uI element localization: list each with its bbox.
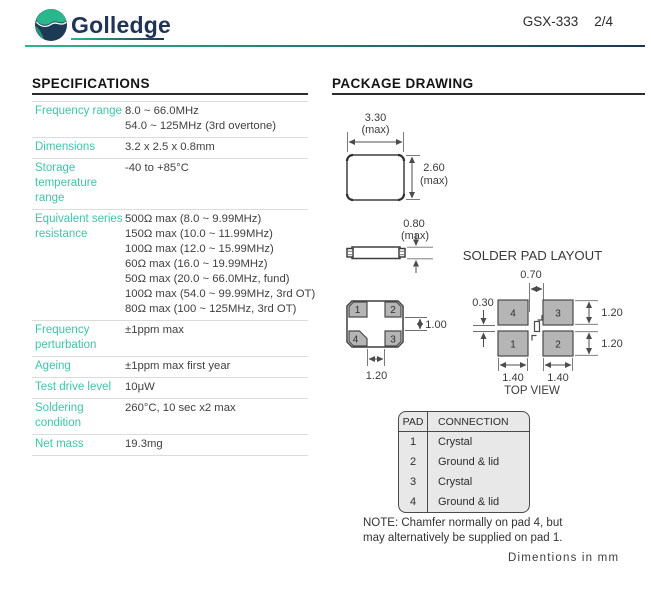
spec-row-frequency-range: Frequency range 8.0 ~ 66.0MHz 54.0 ~ 125MHz (3rd overtone) (32, 102, 308, 138)
solder-pad-layout (463, 248, 623, 397)
spec-row-ageing: Ageing ±1ppm max first year (32, 357, 308, 378)
document-reference (523, 14, 613, 29)
chamfer-note-line1: NOTE: Chamfer normally on pad 4, but (363, 517, 563, 529)
pad-table-col-pad: PAD (399, 412, 428, 431)
brand-name: Golledge (71, 12, 172, 38)
specifications-rule (32, 93, 308, 95)
units-note: Dimentions in mm (508, 552, 620, 564)
bottom-pad-2-label: 2 (390, 305, 396, 316)
pad-table-col-connection: CONNECTION (438, 415, 509, 428)
dim-thickness-value: 0.80 (403, 218, 425, 230)
product-code: GSX-333 (522, 14, 579, 29)
package-bottom-view (347, 301, 447, 382)
dim-pad-width-right: 1.40 (547, 372, 569, 384)
layout-pad-2-label: 2 (555, 339, 561, 351)
spec-row-dimensions: Dimensions 3.2 x 2.5 x 0.8mm (32, 138, 308, 159)
spec-row-net-mass: Net mass 19.3mg (32, 435, 308, 456)
dim-height-unit: (max) (419, 175, 449, 187)
header-rule (25, 45, 645, 47)
brand-underline (71, 38, 164, 40)
package-side-view (347, 218, 433, 273)
package-drawing-title: PACKAGE DRAWING (332, 76, 474, 91)
dim-pad-gap-v-value: 1.00 (425, 319, 447, 331)
dim-width-unit: (max) (361, 124, 390, 136)
dim-pad-height-bottom: 1.20 (601, 338, 623, 350)
bottom-pad-4-label: 4 (352, 334, 359, 346)
layout-pad-3-label: 3 (555, 308, 561, 320)
dim-pad-width-left: 1.40 (502, 372, 524, 384)
layout-pad-4-label: 4 (510, 308, 516, 320)
page-number: 2/4 (594, 14, 613, 29)
dim-width-value: 3.30 (364, 112, 387, 124)
chamfer-note (363, 516, 562, 545)
bottom-pad-1-label: 1 (354, 305, 361, 316)
pad-table-header (399, 412, 529, 432)
dim-pad-gap-h-value: 1.20 (365, 370, 388, 382)
pad-connection-table (398, 411, 530, 513)
chamfer-note-line2: may alternatively be supplied on pad 1. (363, 531, 563, 544)
specifications-table (32, 101, 316, 456)
layout-pad-1-label: 1 (510, 339, 516, 351)
spec-row-frequency-perturbation: Frequency perturbation ±1ppm max (32, 321, 308, 357)
pad-table-row: 1 Crystal (399, 432, 529, 452)
spec-row-storage-temperature: Storage temperature range -40 to +85°C (32, 159, 308, 210)
spec-row-esr: Equivalent series resistance 500Ω max (8.0 ~ 9.99MHz) 150Ω max (10.0 ~ 11.99MHz) 100Ω max (12.0 ~ 15.99MHz) 60Ω max (16.0 ~ 19.99MHz) 50Ω max (20.0 ~ 66.0MHz, fund) 100Ω max (54.0 ~ 99.99MHz, 3rd OT) 80Ω max (100 ~ 125MHz, 3rd OT) (32, 210, 308, 321)
bottom-pad-3-label: 3 (390, 334, 396, 346)
dim-height-value: 2.60 (423, 162, 445, 174)
dim-layout-gap-v: 0.30 (472, 297, 494, 309)
package-top-view (347, 112, 448, 200)
dim-pad-height-top: 1.20 (601, 307, 623, 319)
pad-table-row: 4 Ground & lid (399, 492, 529, 512)
dim-thickness-unit: (max) (400, 230, 430, 242)
spec-row-soldering-condition: Soldering condition 260°C, 10 sec x2 max (32, 399, 308, 435)
package-drawing-rule (332, 93, 645, 95)
pad-table-row: 3 Crystal (399, 472, 529, 492)
pad-table-row: 2 Ground & lid (399, 452, 529, 472)
chamfer-marker-icon (532, 315, 542, 341)
spec-row-test-drive-level: Test drive level 10μW (32, 378, 308, 399)
golledge-logo-icon (34, 8, 68, 42)
specifications-title: SPECIFICATIONS (32, 76, 150, 91)
solder-pad-layout-title: SOLDER PAD LAYOUT (462, 248, 603, 263)
dim-layout-gap-h: 0.70 (520, 269, 542, 281)
top-view-label: TOP VIEW (504, 385, 560, 397)
